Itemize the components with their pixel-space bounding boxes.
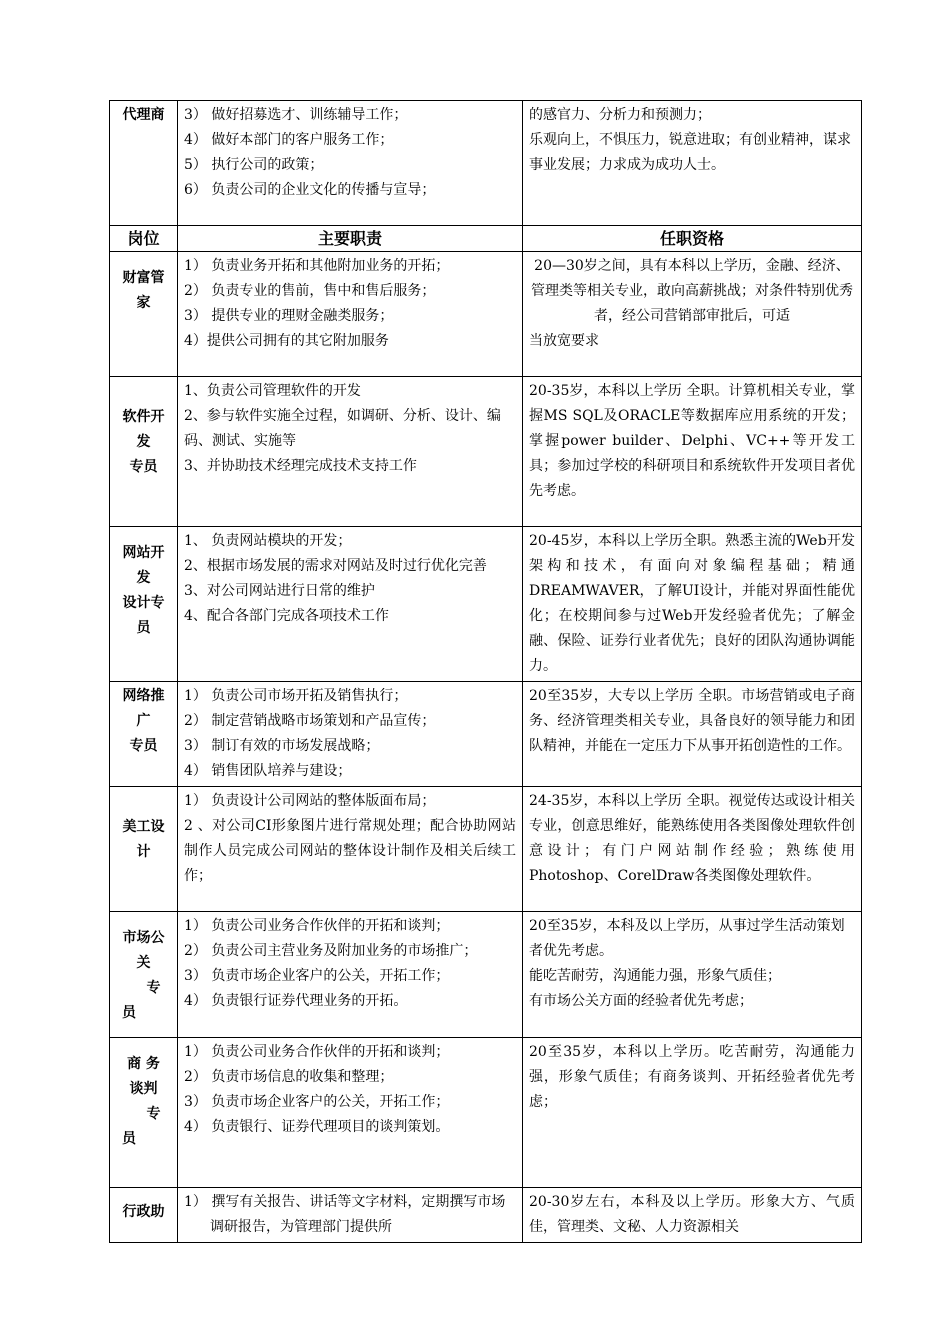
- header-duties: 主要职责: [178, 226, 523, 252]
- post-name: 专: [146, 1106, 161, 1122]
- duty-item: 3） 提供专业的理财金融类服务；: [184, 308, 394, 324]
- duties-cell: [178, 101, 523, 226]
- post-name: 软件开: [122, 409, 165, 425]
- table-row: [110, 377, 862, 527]
- duty-item: 3、并协助技术经理完成技术支持工作: [184, 458, 417, 474]
- duty-item: 1） 负责公司市场开拓及销售执行；: [184, 688, 408, 704]
- post-name: 计: [136, 844, 151, 860]
- post-name: 谈判: [129, 1081, 158, 1097]
- post-cell: [110, 527, 178, 682]
- duty-item: 4、配合各部门完成各项技术工作: [184, 608, 389, 624]
- duty-item: 4） 销售团队培养与建设；: [184, 763, 352, 779]
- header-post: 岗位: [110, 226, 178, 252]
- table-row: [110, 682, 862, 787]
- req-text: 20-35岁，本科以上学历 全职。计算机相关专业，掌握MS SQL及ORACLE等数据库应用系统的开发；掌握power builder、Delphi、VC++等开发工具；参加过学校的科研项目和系统软件开发项目者优先考虑。: [529, 383, 855, 499]
- duty-item: 3） 制订有效的市场发展战略；: [184, 738, 380, 754]
- req-text: 乐观向上，不惧压力，锐意进取；有创业精神，谋求事业发展；力求成为成功人士。: [529, 132, 851, 173]
- duty-item: 2、参与软件实施全过程，如调研、分析、设计、编码、测试、实施等: [184, 408, 501, 449]
- post-cell: [110, 787, 178, 912]
- duty-item: 4） 做好本部门的客户服务工作；: [184, 132, 394, 148]
- requirements-cell: [523, 101, 862, 226]
- post-cell: [110, 1188, 178, 1243]
- table-row: [110, 787, 862, 912]
- req-text: 20至35岁，本科及以上学历，从事过学生活动策划者优先考虑。: [529, 918, 845, 959]
- post-cell: [110, 377, 178, 527]
- post-name: 网站开: [122, 545, 165, 561]
- table-row: [110, 1188, 862, 1243]
- req-text: 20至35岁，大专以上学历 全职。市场营销或电子商务、经济管理类相关专业，具备良好的领导能力和团队精神，并能在一定压力下从事开拓创造性的工作。: [529, 688, 855, 754]
- duty-item: 2、根据市场发展的需求对网站及时过行优化完善: [184, 558, 487, 574]
- duty-item: 2 、对公司CI形象图片进行常规处理；配合协助网站制作人员完成公司网站的整体设计制作及相关后续工作；: [184, 818, 516, 884]
- requirements-cell: [523, 787, 862, 912]
- post-name: 广: [136, 713, 151, 729]
- requirements-cell: [523, 252, 862, 377]
- post-name: 设计专: [122, 595, 165, 611]
- duty-item: 2） 负责公司主营业务及附加业务的市场推广；: [184, 943, 478, 959]
- duty-item: 4）提供公司拥有的其它附加服务: [184, 333, 389, 349]
- duty-item: 4） 负责银行证券代理业务的开拓。: [184, 993, 408, 1009]
- table-row: [110, 1038, 862, 1188]
- duty-item: 2） 负责专业的售前，售中和售后服务；: [184, 283, 436, 299]
- duty-item: 1） 负责业务开拓和其他附加业务的开拓；: [184, 258, 450, 274]
- table-row: [110, 912, 862, 1038]
- requirements-cell: [523, 912, 862, 1038]
- duty-item: 1、 负责网站模块的开发；: [184, 533, 352, 549]
- duties-cell: [178, 1038, 523, 1188]
- table-row: [110, 252, 862, 377]
- duty-item: 1） 负责公司业务合作伙伴的开拓和谈判；: [184, 918, 450, 934]
- duties-cell: [178, 682, 523, 787]
- header-requirements: 任职资格: [523, 226, 862, 252]
- req-text: 20-45岁，本科以上学历全职。熟悉主流的Web开发架构和技术，有面向对象编程基础；精通DREAMWAVER，了解UI设计，并能对界面性能优化；在校期间参与过Web开发经验者优先；了解金融、保险、证券行业者优先；良好的团队沟通协调能力。: [529, 533, 855, 674]
- post-cell: [110, 101, 178, 226]
- duty-item: 1） 负责公司业务合作伙伴的开拓和谈判；: [184, 1044, 450, 1060]
- post-name: 行政助: [122, 1204, 165, 1220]
- req-text: 24-35岁，本科以上学历 全职。视觉传达或设计相关专业，创意思维好，能熟练使用各类图像处理软件创意设计；有门户网站制作经验；熟练使用Photoshop、CorelDraw各类图像处理软件。: [529, 793, 855, 884]
- post-cell: [110, 682, 178, 787]
- post-name: 专员: [129, 459, 158, 475]
- post-name: 关: [136, 955, 151, 971]
- table-header: [110, 226, 862, 252]
- post-name: 财富管: [122, 270, 165, 286]
- post-name: 市场公: [122, 930, 165, 946]
- req-text: 有市场公关方面的经验者优先考虑；: [529, 993, 753, 1009]
- duties-cell: [178, 527, 523, 682]
- req-text: 当放宽要求: [529, 333, 599, 349]
- post-name: 代理商: [122, 107, 165, 123]
- duty-item: 4） 负责银行、证券代理项目的谈判策划。: [184, 1119, 450, 1135]
- post-name: 员: [122, 1131, 136, 1147]
- post-name: 商 务: [127, 1056, 160, 1072]
- duty-item: 3） 负责市场企业客户的公关，开拓工作；: [184, 1094, 450, 1110]
- duty-item: 6） 负责公司的企业文化的传播与宣导；: [184, 182, 436, 198]
- requirements-cell: [523, 527, 862, 682]
- duty-item: 3） 做好招募选才、训练辅导工作；: [184, 107, 408, 123]
- requirements-cell: [523, 1038, 862, 1188]
- table-row: [110, 527, 862, 682]
- duties-cell: [178, 377, 523, 527]
- requirements-cell: [523, 1188, 862, 1243]
- post-name: 员: [136, 620, 151, 636]
- post-cell: [110, 912, 178, 1038]
- requirements-cell: [523, 377, 862, 527]
- duties-cell: [178, 787, 523, 912]
- post-name: 美工设: [122, 819, 165, 835]
- duty-item: 2） 制定营销战略市场策划和产品宣传；: [184, 713, 436, 729]
- req-text: 能吃苦耐劳，沟通能力强，形象气质佳；: [529, 968, 781, 984]
- duty-item: 2） 负责市场信息的收集和整理；: [184, 1069, 394, 1085]
- duty-item: 3） 负责市场企业客户的公关，开拓工作；: [184, 968, 450, 984]
- duty-item: 1） 撰写有关报告、讲话等文字材料，定期撰写市场调研报告，为管理部门提供所: [184, 1194, 506, 1235]
- duty-item: 1） 负责设计公司网站的整体版面布局；: [184, 793, 436, 809]
- req-text: 20—30岁之间，具有本科以上学历，金融、经济、管理类等相关专业，敢向高薪挑战；对条件特别优秀者，经公司营销部审批后，可适: [531, 258, 853, 324]
- post-name: 发: [136, 570, 151, 586]
- duties-cell: [178, 912, 523, 1038]
- duties-cell: [178, 1188, 523, 1243]
- duty-item: 1、负责公司管理软件的开发: [184, 383, 361, 399]
- post-name: 专员: [129, 738, 158, 754]
- post-name: 员: [122, 1005, 136, 1021]
- post-name: 发: [136, 434, 151, 450]
- req-text: 20至35岁，本科以上学历。吃苦耐劳，沟通能力强，形象气质佳；有商务谈判、开拓经验者优先考虑；: [529, 1044, 855, 1110]
- table-row: [110, 101, 862, 226]
- job-table: [109, 100, 862, 1243]
- duty-item: 5） 执行公司的政策；: [184, 157, 324, 173]
- post-name: 家: [136, 295, 151, 311]
- req-text: 20-30岁左右，本科及以上学历。形象大方、气质佳，管理类、文秘、人力资源相关: [529, 1194, 855, 1235]
- requirements-cell: [523, 682, 862, 787]
- post-name: 专: [146, 980, 161, 996]
- post-cell: [110, 252, 178, 377]
- req-text: 的感官力、分析力和预测力；: [529, 107, 711, 123]
- post-name: 网络推: [122, 688, 165, 704]
- duties-cell: [178, 252, 523, 377]
- duty-item: 3、对公司网站进行日常的维护: [184, 583, 375, 599]
- post-cell: [110, 1038, 178, 1188]
